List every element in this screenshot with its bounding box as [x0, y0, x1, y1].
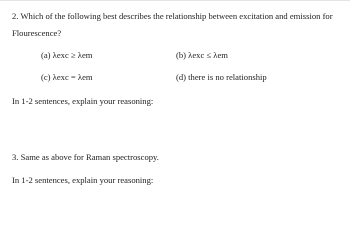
question-3-explain-prompt: In 1-2 sentences, explain your reasoning: [12, 175, 154, 185]
option-a: (a) λexc ≥ λem [41, 50, 93, 60]
question-2-text-continued: Flourescence? [12, 28, 62, 38]
question-2-explain-prompt: In 1-2 sentences, explain your reasoning: [12, 96, 154, 106]
option-c: (c) λexc = λem [41, 72, 93, 82]
question-3-text: 3. Same as above for Raman spectroscopy. [12, 152, 159, 162]
option-d: (d) there is no relationship [176, 72, 267, 82]
page-top-divider [0, 0, 350, 1]
option-b: (b) λexc ≤ λem [176, 50, 228, 60]
question-2-text: 2. Which of the following best describes the relationship between excitation and emission for [12, 11, 333, 21]
